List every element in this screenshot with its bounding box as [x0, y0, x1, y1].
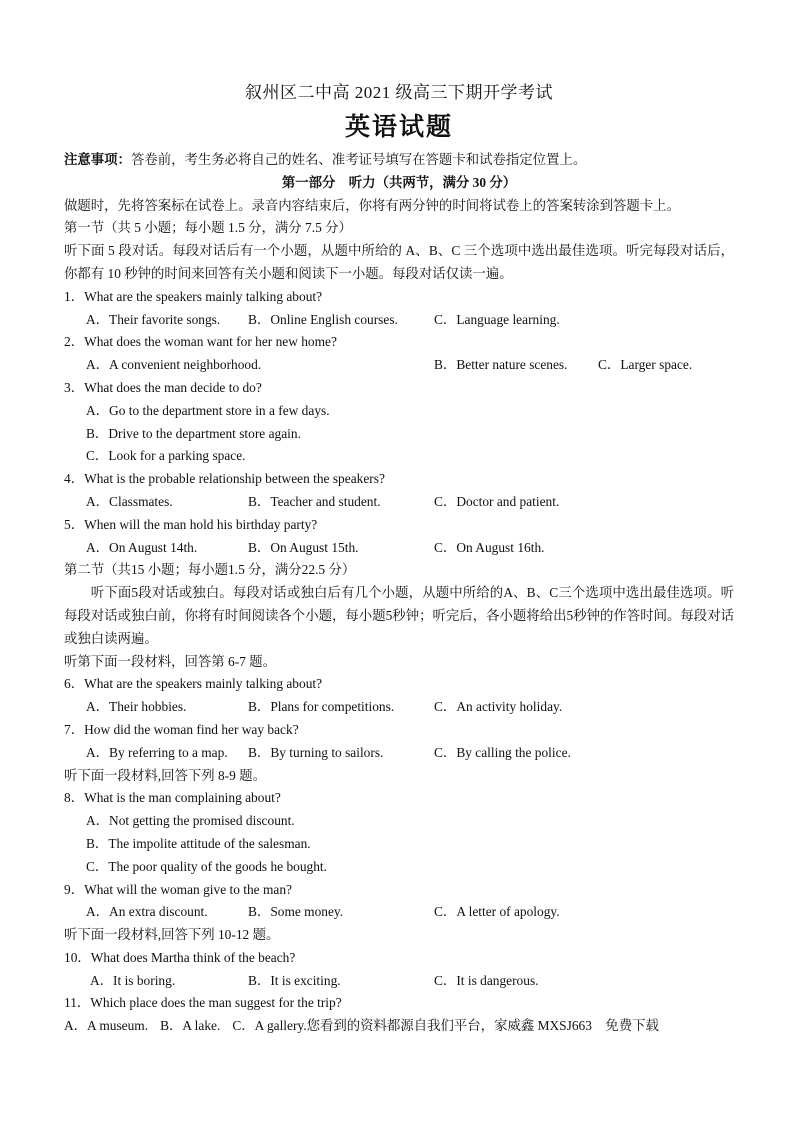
option-b: B．The impolite attitude of the salesman. — [86, 835, 311, 851]
subject-title: 英语试题 — [344, 114, 453, 141]
option-a: A．An extra discount. — [86, 904, 208, 920]
option-b: B．Some money. — [248, 904, 344, 920]
option-c: C．A letter of apology. — [434, 904, 560, 920]
options-11-with-note — [64, 1015, 734, 1038]
footer-note: 您看到的资料都源自我们平台，家威鑫 MXSJ663 免费下载 — [306, 1018, 659, 1034]
option-c: C．The poor quality of the goods he bought. — [86, 858, 327, 874]
question-8: 8．What is the man complaining about? — [64, 790, 281, 806]
option-b: B．Drive to the department store again. — [86, 425, 301, 441]
option-c: C．It is dangerous. — [434, 972, 539, 988]
question-2: 2．What does the woman want for her new home? — [64, 334, 337, 350]
option-b: B．Plans for competitions. — [248, 699, 395, 715]
part1-heading: 第一部分 听力（共两节，满分 30 分） — [281, 174, 517, 190]
option-a: A．Classmates. — [86, 493, 173, 509]
question-7: 7．How did the woman find her way back? — [64, 721, 299, 737]
question-10: 10．What does Martha think of the beach? — [64, 949, 296, 965]
options-1 — [64, 309, 734, 332]
question-1: 1．What are the speakers mainly talking about? — [64, 288, 323, 304]
option-a: A．Their hobbies. — [86, 699, 187, 715]
options-10 — [64, 970, 734, 993]
question-6: 6．What are the speakers mainly talking about? — [64, 676, 323, 692]
exam-title: 叙州区二中高 2021 级高三下期开学考试 — [245, 83, 553, 102]
option-a: A．Their favorite songs. — [86, 311, 221, 327]
option-b: B．On August 15th. — [248, 539, 359, 555]
option-c: C．An activity holiday. — [434, 699, 563, 715]
option-a: A．Go to the department store in a few days. — [86, 402, 330, 418]
option-b: B．A lake. — [160, 1018, 221, 1034]
option-c: C．A gallery. — [232, 1018, 307, 1034]
notice — [64, 149, 734, 172]
exam-page — [64, 78, 734, 1038]
notice-text: 答卷前，考生务必将自己的姓名、准考证号填写在答题卡和试卷指定位置上。 — [130, 152, 587, 167]
option-b: B．By turning to sailors. — [248, 744, 384, 760]
section1-heading: 第一节（共 5 小题；每小题 1.5 分，满分 7.5 分） — [64, 220, 352, 236]
option-b: B．It is exciting. — [248, 972, 341, 988]
option-b: B．Teacher and student. — [248, 493, 381, 509]
option-a: A．Not getting the promised discount. — [86, 813, 295, 829]
question-5: 5．When will the man hold his birthday party? — [64, 516, 318, 532]
section2-heading: 第二节（共15 小题；每小题1.5 分，满分22.5 分） — [64, 562, 356, 578]
option-a: A．A museum. — [64, 1018, 149, 1034]
options-4 — [64, 491, 734, 514]
cue-6-7: 听第下面一段材料，回答第 6-7 题。 — [64, 653, 277, 669]
cue-10-12: 听下面一段材料,回答下列 10-12 题。 — [64, 927, 280, 943]
notice-label: 注意事项： — [64, 152, 131, 167]
option-a: A．By referring to a map. — [86, 744, 228, 760]
option-c: C．Doctor and patient. — [434, 493, 560, 509]
question-9: 9．What will the woman give to the man? — [64, 881, 292, 897]
option-c: C．Larger space. — [598, 357, 693, 373]
options-7 — [64, 742, 734, 765]
options-5 — [64, 537, 734, 560]
options-9 — [64, 901, 734, 924]
part1-instruction: 做题时，先将答案标在试卷上。录音内容结束后，你将有两分钟的时间将试卷上的答案转涂到答题卡上。 — [64, 197, 680, 213]
options-6 — [64, 696, 734, 719]
option-c: C．Language learning. — [434, 311, 560, 327]
option-a: A．It is boring. — [90, 972, 176, 988]
question-11: 11．Which place does the man suggest for the trip? — [64, 995, 342, 1011]
option-c: C．By calling the police. — [434, 744, 571, 760]
option-b: B．Better nature scenes. — [434, 357, 568, 373]
section1-instruction: 听下面 5 段对话。每段对话后有一个小题，从题中所给的 A、B、C 三个选项中选出最佳选项。听完每段对话后，你都有 10 秒钟的时间来回答有关小题和阅读下一小题。每段对话仅读一遍。 — [64, 243, 734, 281]
option-c: C．Look for a parking space. — [86, 448, 246, 464]
cue-8-9: 听下面一段材料,回答下列 8-9 题。 — [64, 767, 266, 783]
option-b: B．Online English courses. — [248, 311, 398, 327]
options-2 — [64, 354, 734, 377]
option-a: A．On August 14th. — [86, 539, 198, 555]
section2-instruction: 听下面5段对话或独白。每段对话或独白后有几个小题，从题中所给的A、B、C三个选项中选出最佳选项。听每段对话或独白前，你将有时间阅读各个小题，每小题5秒钟；听完后，各小题将给出5秒钟的作答时间。每段对话或独白读两遍。 — [64, 585, 734, 646]
question-3: 3．What does the man decide to do? — [64, 379, 262, 395]
option-c: C．On August 16th. — [434, 539, 545, 555]
question-4: 4．What is the probable relationship between the speakers? — [64, 471, 385, 487]
option-a: A．A convenient neighborhood. — [86, 357, 262, 373]
